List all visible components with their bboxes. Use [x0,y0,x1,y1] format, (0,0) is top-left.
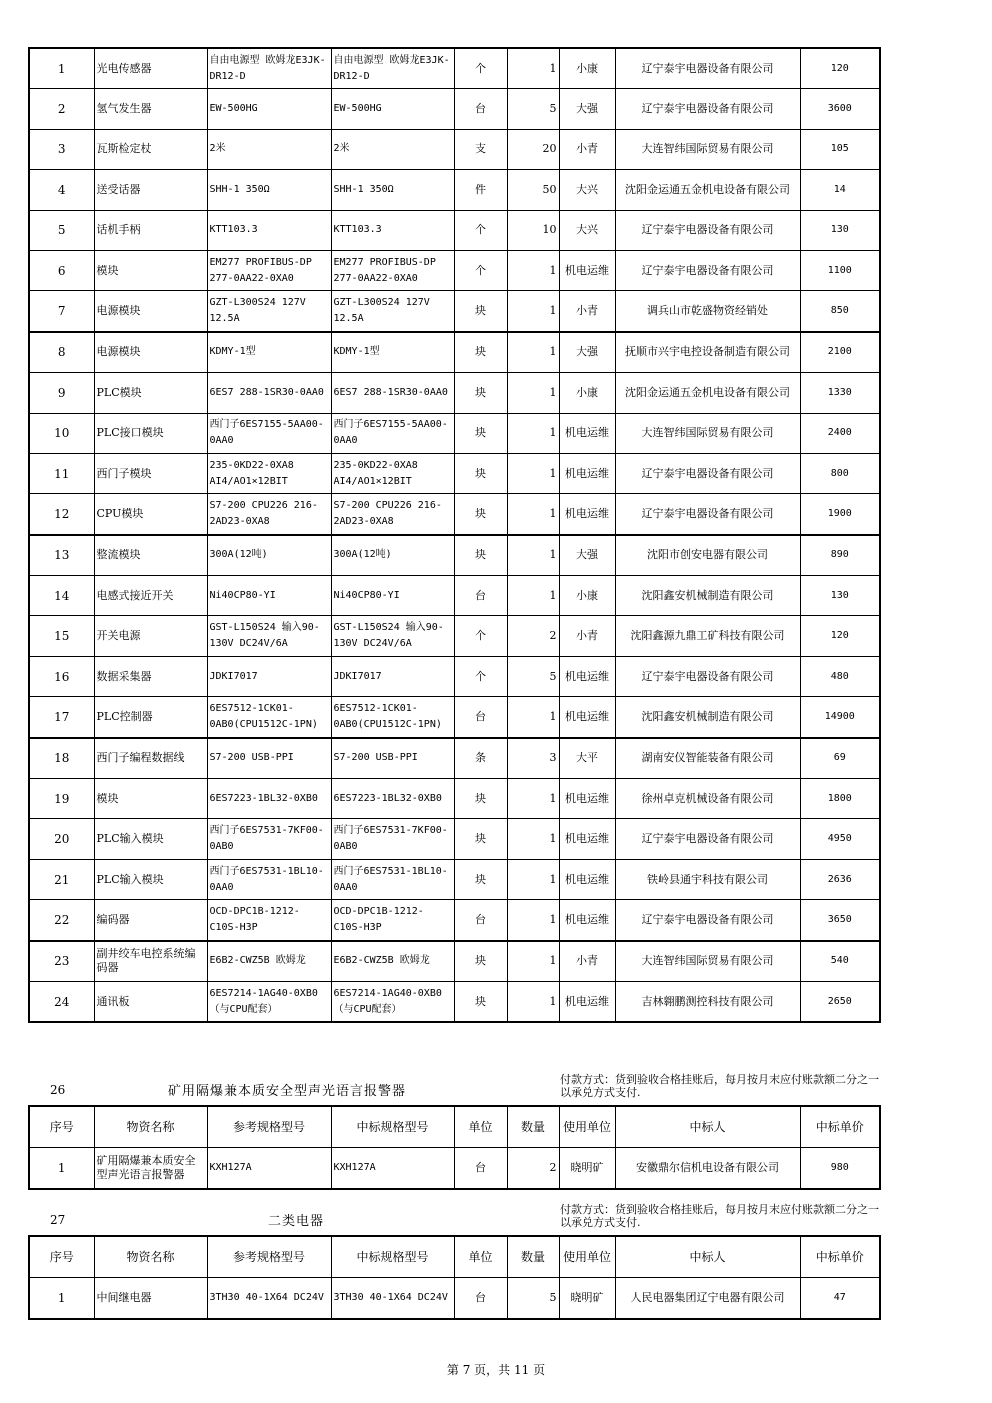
cell-no: 18 [29,738,94,779]
cell-name: 中间继电器 [94,1278,207,1320]
cell-ref-spec: SHH-1 350Ω [207,170,331,210]
section-title: 二类电器 [268,1214,325,1229]
cell-price: 480 [800,656,880,696]
cell-vendor: 沈阳鑫安机械制造有限公司 [615,576,800,616]
cell-qty: 3 [507,738,559,779]
header-user: 使用单位 [559,1236,615,1278]
cell-ref-spec: KXH127A [207,1148,331,1190]
cell-user: 小康 [559,48,615,89]
cell-bid-spec: OCD-DPC1B-1212-C10S-H3P [331,900,454,941]
cell-ref-spec: 6ES7214-1AG40-0XB0（与CPU配套） [207,981,331,1022]
cell-qty: 1 [507,535,559,576]
cell-unit: 台 [454,1148,507,1190]
header-vendor: 中标人 [615,1106,800,1148]
cell-qty: 1 [507,413,559,453]
cell-bid-spec: 300A(12吨) [331,535,454,576]
cell-unit: 个 [454,250,507,290]
cell-ref-spec: S7-200 USB-PPI [207,738,331,779]
table-row [29,250,880,290]
cell-ref-spec: 西门子6ES7155-5AA00-0AA0 [207,413,331,453]
cell-no: 11 [29,453,94,493]
cell-ref-spec: 3TH30 40-1X64 DC24V [207,1278,331,1320]
table-row [29,981,880,1022]
cell-qty: 1 [507,373,559,413]
cell-user: 小青 [559,129,615,169]
cell-qty: 1 [507,900,559,941]
table-row [29,779,880,819]
cell-name: 送受话器 [94,170,207,210]
cell-name: 氢气发生器 [94,89,207,129]
table-row [29,373,880,413]
cell-no: 15 [29,616,94,656]
cell-vendor: 沈阳市创安电器有限公司 [615,535,800,576]
payment-terms: 付款方式：货到验收合格挂账后，每月按月末应付账款额二分之一以承兑方式支付. [560,1203,879,1229]
cell-name: PLC输入模块 [94,819,207,859]
cell-bid-spec: KTT103.3 [331,210,454,250]
cell-price: 14900 [800,697,880,738]
header-ref-spec: 参考规格型号 [207,1236,331,1278]
cell-ref-spec: Ni40CP80-YI [207,576,331,616]
header-bid-spec: 中标规格型号 [331,1236,454,1278]
cell-qty: 2 [507,616,559,656]
procurement-table [28,47,881,1023]
section-number: 26 [50,1083,66,1097]
cell-name: 模块 [94,779,207,819]
cell-bid-spec: 西门子6ES7531-1BL10-0AA0 [331,859,454,899]
cell-no: 2 [29,89,94,129]
cell-price: 800 [800,453,880,493]
cell-vendor: 辽宁泰宇电器设备有限公司 [615,819,800,859]
cell-unit: 台 [454,89,507,129]
cell-vendor: 调兵山市乾盛物资经销处 [615,291,800,332]
header-row [29,1106,880,1148]
cell-ref-spec: 自由电源型 欧姆龙E3JK-DR12-D [207,48,331,89]
cell-price: 2650 [800,981,880,1022]
cell-no: 1 [29,1278,94,1320]
cell-unit: 块 [454,981,507,1022]
cell-unit: 块 [454,332,507,373]
cell-vendor: 沈阳鑫源九鼎工矿科技有限公司 [615,616,800,656]
header-unit: 单位 [454,1236,507,1278]
cell-bid-spec: KXH127A [331,1148,454,1190]
cell-user: 机电运维 [559,859,615,899]
cell-qty: 1 [507,494,559,535]
header-row [29,1236,880,1278]
table-row [29,656,880,696]
cell-name: 编码器 [94,900,207,941]
cell-unit: 块 [454,291,507,332]
cell-user: 机电运维 [559,413,615,453]
cell-ref-spec: 300A(12吨) [207,535,331,576]
cell-price: 1100 [800,250,880,290]
cell-vendor: 辽宁泰宇电器设备有限公司 [615,900,800,941]
cell-no: 1 [29,1148,94,1190]
cell-name: 西门子编程数据线 [94,738,207,779]
table-row [29,210,880,250]
cell-price: 120 [800,616,880,656]
table-row [29,859,880,899]
cell-user: 小青 [559,616,615,656]
cell-user: 机电运维 [559,900,615,941]
cell-bid-spec: 2米 [331,129,454,169]
cell-user: 大平 [559,738,615,779]
table-row [29,89,880,129]
cell-unit: 个 [454,656,507,696]
cell-name: 电源模块 [94,291,207,332]
cell-vendor: 安徽鼎尔信机电设备有限公司 [615,1148,800,1190]
cell-name: 副井绞车电控系统编码器 [94,941,207,982]
cell-price: 1900 [800,494,880,535]
section-27 [28,1200,879,1240]
cell-ref-spec: 2米 [207,129,331,169]
cell-bid-spec: EM277 PROFIBUS-DP 277-0AA22-0XA0 [331,250,454,290]
cell-price: 120 [800,48,880,89]
cell-bid-spec: 3TH30 40-1X64 DC24V [331,1278,454,1320]
cell-name: CPU模块 [94,494,207,535]
cell-unit: 个 [454,210,507,250]
cell-unit: 块 [454,453,507,493]
cell-no: 23 [29,941,94,982]
cell-unit: 台 [454,576,507,616]
cell-bid-spec: Ni40CP80-YI [331,576,454,616]
cell-price: 130 [800,576,880,616]
cell-no: 9 [29,373,94,413]
header-name: 物资名称 [94,1236,207,1278]
cell-user: 机电运维 [559,453,615,493]
page-footer: 第 7 页，共 11 页 [446,1363,546,1377]
cell-user: 小青 [559,941,615,982]
cell-no: 4 [29,170,94,210]
table-row [29,738,880,779]
header-no: 序号 [29,1106,94,1148]
table-row [29,129,880,169]
cell-ref-spec: GST-L150S24 输入90-130V DC24V/6A [207,616,331,656]
table-row [29,819,880,859]
cell-no: 21 [29,859,94,899]
cell-name: 话机手柄 [94,210,207,250]
cell-price: 980 [800,1148,880,1190]
cell-qty: 5 [507,1278,559,1320]
cell-unit: 块 [454,413,507,453]
cell-no: 8 [29,332,94,373]
cell-no: 24 [29,981,94,1022]
cell-ref-spec: 西门子6ES7531-7KF00-0AB0 [207,819,331,859]
cell-name: 西门子模块 [94,453,207,493]
cell-no: 5 [29,210,94,250]
header-unit: 单位 [454,1106,507,1148]
cell-name: 开关电源 [94,616,207,656]
cell-unit: 块 [454,941,507,982]
cell-no: 7 [29,291,94,332]
cell-ref-spec: KDMY-1型 [207,332,331,373]
cell-ref-spec: 6ES7 288-1SR30-0AA0 [207,373,331,413]
cell-unit: 件 [454,170,507,210]
cell-vendor: 大连智纬国际贸易有限公司 [615,941,800,982]
cell-bid-spec: 6ES7512-1CK01-0AB0(CPU1512C-1PN) [331,697,454,738]
cell-price: 2400 [800,413,880,453]
cell-bid-spec: 6ES7223-1BL32-0XB0 [331,779,454,819]
cell-bid-spec: EW-500HG [331,89,454,129]
header-bid-spec: 中标规格型号 [331,1106,454,1148]
cell-no: 16 [29,656,94,696]
cell-qty: 1 [507,819,559,859]
cell-bid-spec: 235-0KD22-0XA8 AI4/AO1×12BIT [331,453,454,493]
cell-user: 机电运维 [559,697,615,738]
cell-qty: 1 [507,291,559,332]
section-title: 矿用隔爆兼本质安全型声光语言报警器 [168,1084,407,1099]
cell-user: 小康 [559,373,615,413]
cell-ref-spec: GZT-L300S24 127V 12.5A [207,291,331,332]
table-row [29,413,880,453]
cell-vendor: 辽宁泰宇电器设备有限公司 [615,250,800,290]
cell-ref-spec: 6ES7223-1BL32-0XB0 [207,779,331,819]
cell-ref-spec: 6ES7512-1CK01-0AB0(CPU1512C-1PN) [207,697,331,738]
cell-name: 数据采集器 [94,656,207,696]
cell-qty: 1 [507,779,559,819]
cell-qty: 1 [507,941,559,982]
cell-vendor: 铁岭县通宇科技有限公司 [615,859,800,899]
cell-qty: 20 [507,129,559,169]
cell-bid-spec: KDMY-1型 [331,332,454,373]
cell-qty: 1 [507,859,559,899]
cell-price: 3650 [800,900,880,941]
table-row [29,616,880,656]
payment-terms: 付款方式：货到验收合格挂账后，每月按月末应付账款额二分之一以承兑方式支付. [560,1073,879,1099]
cell-vendor: 大连智纬国际贸易有限公司 [615,413,800,453]
cell-unit: 块 [454,373,507,413]
cell-user: 小康 [559,576,615,616]
header-no: 序号 [29,1236,94,1278]
cell-price: 130 [800,210,880,250]
cell-bid-spec: JDKI7017 [331,656,454,696]
cell-vendor: 辽宁泰宇电器设备有限公司 [615,656,800,696]
cell-price: 4950 [800,819,880,859]
cell-unit: 块 [454,779,507,819]
cell-unit: 块 [454,494,507,535]
cell-bid-spec: GZT-L300S24 127V 12.5A [331,291,454,332]
cell-bid-spec: 自由电源型 欧姆龙E3JK-DR12-D [331,48,454,89]
cell-user: 机电运维 [559,656,615,696]
cell-unit: 条 [454,738,507,779]
cell-vendor: 沈阳金运通五金机电设备有限公司 [615,170,800,210]
cell-qty: 5 [507,656,559,696]
cell-user: 大强 [559,332,615,373]
cell-bid-spec: E6B2-CWZ5B 欧姆龙 [331,941,454,982]
cell-no: 17 [29,697,94,738]
cell-unit: 支 [454,129,507,169]
cell-bid-spec: 西门子6ES7155-5AA00-0AA0 [331,413,454,453]
cell-unit: 台 [454,697,507,738]
table-row [29,941,880,982]
cell-no: 6 [29,250,94,290]
cell-price: 1800 [800,779,880,819]
header-price: 中标单价 [800,1106,880,1148]
header-vendor: 中标人 [615,1236,800,1278]
cell-qty: 5 [507,89,559,129]
table-row [29,576,880,616]
cell-unit: 块 [454,819,507,859]
table-row [29,332,880,373]
cell-no: 3 [29,129,94,169]
cell-name: 瓦斯检定杖 [94,129,207,169]
table-row [29,453,880,493]
cell-bid-spec: 6ES7 288-1SR30-0AA0 [331,373,454,413]
header-ref-spec: 参考规格型号 [207,1106,331,1148]
cell-name: PLC模块 [94,373,207,413]
cell-user: 大强 [559,535,615,576]
cell-unit: 个 [454,48,507,89]
cell-no: 22 [29,900,94,941]
cell-name: 模块 [94,250,207,290]
cell-user: 晓明矿 [559,1278,615,1320]
cell-name: 通讯板 [94,981,207,1022]
cell-vendor: 徐州卓克机械设备有限公司 [615,779,800,819]
cell-qty: 10 [507,210,559,250]
cell-ref-spec: JDKI7017 [207,656,331,696]
cell-ref-spec: KTT103.3 [207,210,331,250]
cell-vendor: 大连智纬国际贸易有限公司 [615,129,800,169]
header-price: 中标单价 [800,1236,880,1278]
cell-qty: 1 [507,48,559,89]
cell-price: 14 [800,170,880,210]
cell-no: 14 [29,576,94,616]
cell-unit: 个 [454,616,507,656]
cell-ref-spec: 西门子6ES7531-1BL10-0AA0 [207,859,331,899]
cell-name: PLC输入模块 [94,859,207,899]
table-row [29,494,880,535]
cell-price: 2100 [800,332,880,373]
cell-name: PLC接口模块 [94,413,207,453]
cell-qty: 1 [507,453,559,493]
cell-name: 电感式接近开关 [94,576,207,616]
cell-qty: 1 [507,250,559,290]
cell-user: 大兴 [559,170,615,210]
cell-no: 13 [29,535,94,576]
cell-price: 850 [800,291,880,332]
cell-price: 69 [800,738,880,779]
cell-user: 机电运维 [559,250,615,290]
cell-ref-spec: EM277 PROFIBUS-DP 277-0AA22-0XA0 [207,250,331,290]
table-row [29,1148,880,1190]
table-row [29,697,880,738]
cell-vendor: 辽宁泰宇电器设备有限公司 [615,48,800,89]
cell-qty: 2 [507,1148,559,1190]
cell-price: 890 [800,535,880,576]
cell-qty: 1 [507,981,559,1022]
cell-user: 大兴 [559,210,615,250]
cell-ref-spec: S7-200 CPU226 216-2AD23-0XA8 [207,494,331,535]
cell-no: 20 [29,819,94,859]
cell-vendor: 辽宁泰宇电器设备有限公司 [615,494,800,535]
cell-ref-spec: OCD-DPC1B-1212-C10S-H3P [207,900,331,941]
cell-unit: 块 [454,859,507,899]
cell-user: 机电运维 [559,819,615,859]
cell-vendor: 吉林翱鹏测控科技有限公司 [615,981,800,1022]
cell-vendor: 沈阳鑫安机械制造有限公司 [615,697,800,738]
cell-vendor: 辽宁泰宇电器设备有限公司 [615,89,800,129]
cell-qty: 1 [507,576,559,616]
cell-ref-spec: 235-0KD22-0XA8 AI4/AO1×12BIT [207,453,331,493]
cell-price: 1330 [800,373,880,413]
cell-no: 1 [29,48,94,89]
section-26-table [28,1105,881,1190]
cell-user: 大强 [559,89,615,129]
section-number: 27 [50,1213,66,1227]
cell-vendor: 湖南安仪智能装备有限公司 [615,738,800,779]
table-row [29,900,880,941]
cell-qty: 1 [507,697,559,738]
header-qty: 数量 [507,1106,559,1148]
header-user: 使用单位 [559,1106,615,1148]
cell-name: PLC控制器 [94,697,207,738]
cell-price: 3600 [800,89,880,129]
cell-name: 矿用隔爆兼本质安全型声光语言报警器 [94,1148,207,1190]
cell-no: 19 [29,779,94,819]
table-row [29,48,880,89]
table-row [29,535,880,576]
cell-user: 机电运维 [559,494,615,535]
cell-qty: 50 [507,170,559,210]
cell-no: 12 [29,494,94,535]
cell-price: 105 [800,129,880,169]
cell-qty: 1 [507,332,559,373]
cell-user: 晓明矿 [559,1148,615,1190]
cell-no: 10 [29,413,94,453]
cell-unit: 台 [454,900,507,941]
cell-ref-spec: E6B2-CWZ5B 欧姆龙 [207,941,331,982]
cell-bid-spec: S7-200 USB-PPI [331,738,454,779]
cell-bid-spec: 6ES7214-1AG40-0XB0（与CPU配套） [331,981,454,1022]
cell-unit: 台 [454,1278,507,1320]
cell-price: 540 [800,941,880,982]
table-row [29,170,880,210]
table-row [29,1278,880,1320]
cell-price: 2636 [800,859,880,899]
cell-vendor: 辽宁泰宇电器设备有限公司 [615,453,800,493]
cell-unit: 块 [454,535,507,576]
cell-price: 47 [800,1278,880,1320]
cell-bid-spec: 西门子6ES7531-7KF00-0AB0 [331,819,454,859]
cell-bid-spec: SHH-1 350Ω [331,170,454,210]
cell-bid-spec: S7-200 CPU226 216-2AD23-0XA8 [331,494,454,535]
section-27-table [28,1235,881,1320]
header-qty: 数量 [507,1236,559,1278]
cell-user: 机电运维 [559,779,615,819]
cell-name: 电源模块 [94,332,207,373]
cell-user: 小青 [559,291,615,332]
cell-vendor: 辽宁泰宇电器设备有限公司 [615,210,800,250]
cell-user: 机电运维 [559,981,615,1022]
cell-name: 整流模块 [94,535,207,576]
cell-vendor: 抚顺市兴宇电控设备制造有限公司 [615,332,800,373]
cell-vendor: 人民电器集团辽宁电器有限公司 [615,1278,800,1320]
cell-ref-spec: EW-500HG [207,89,331,129]
cell-bid-spec: GST-L150S24 输入90-130V DC24V/6A [331,616,454,656]
cell-name: 光电传感器 [94,48,207,89]
cell-vendor: 沈阳金运通五金机电设备有限公司 [615,373,800,413]
header-name: 物资名称 [94,1106,207,1148]
table-row [29,291,880,332]
